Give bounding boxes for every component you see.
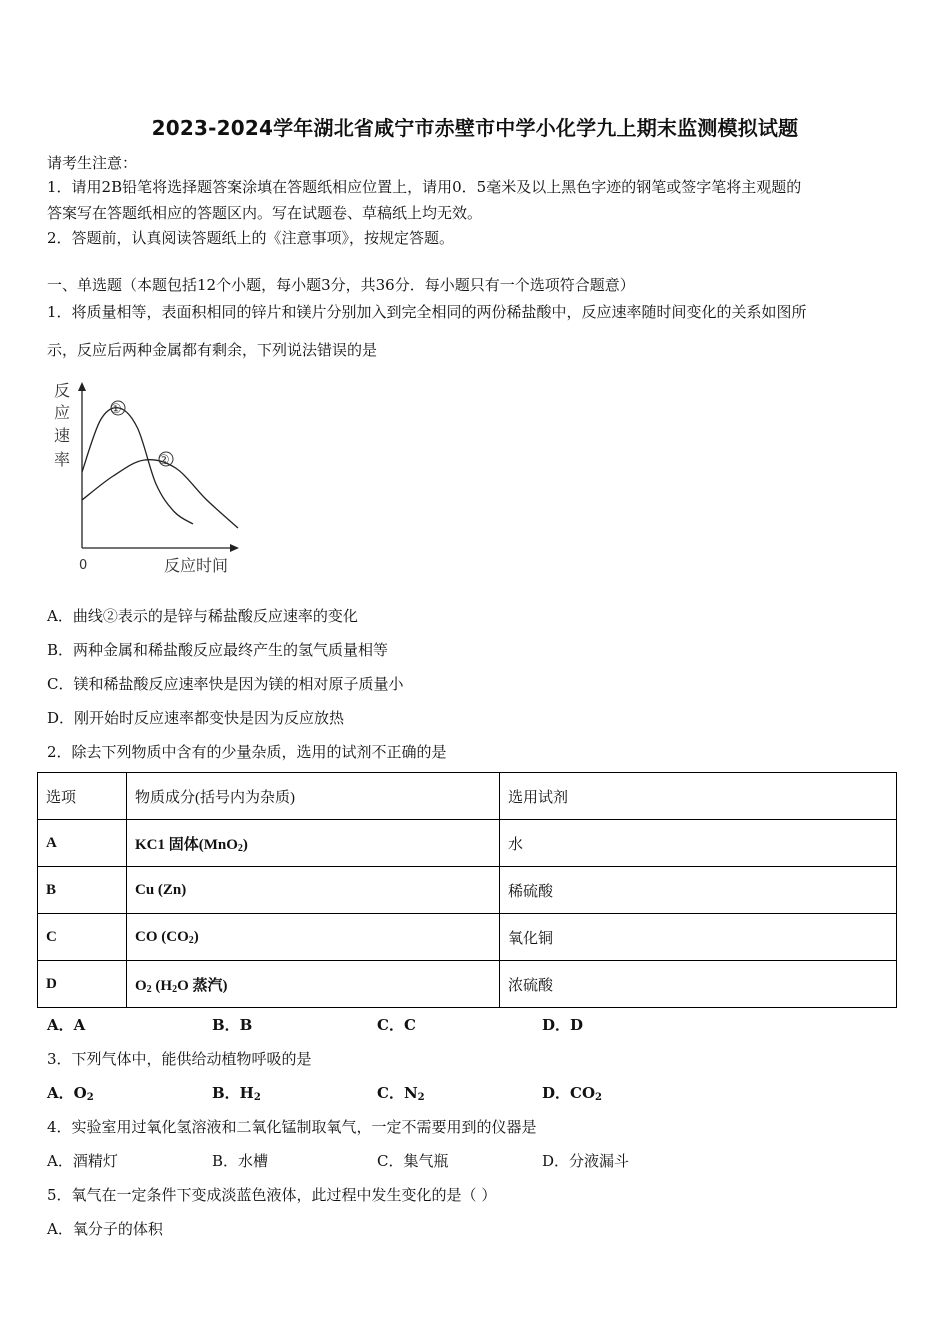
q4-answer-a: A．酒精灯 (47, 1152, 118, 1170)
header-option: 选项 (38, 773, 127, 820)
section-heading: 一、单选题（本题包括12个小题，每小题3分，共36分．每小题只有一个选项符合题意） (47, 276, 635, 294)
table-row (38, 867, 897, 914)
row-option: B (38, 867, 127, 914)
row-reagent: 水 (500, 820, 897, 867)
curve-series-1 (82, 408, 193, 524)
y-axis-label (54, 381, 70, 469)
q4-answer-d: D．分液漏斗 (542, 1152, 630, 1170)
q1-stem-line-1: 1．将质量相等，表面积相同的锌片和镁片分别加入到完全相同的两份稀盐酸中，反应速率随时间变化的关系如图所 (47, 303, 807, 321)
table-row (38, 961, 897, 1008)
q3-answer-c: C．$N_2$ (377, 1084, 425, 1103)
table-row (38, 914, 897, 961)
row-option: D (38, 961, 127, 1008)
q1-option-b: B．两种金属和稀盐酸反应最终产生的氢气质量相等 (47, 641, 389, 659)
q3-stem: 3．下列气体中，能供给动植物呼吸的是 (47, 1050, 312, 1068)
row-substance: Cu (Zn) (127, 867, 500, 914)
notice-heading: 请考生注意： (47, 154, 138, 172)
page-title: 2023-2024学年湖北省咸宁市赤壁市中学小化学九上期末监测模拟试题 (151, 116, 799, 140)
header-reagent: 选用试剂 (500, 773, 897, 820)
curve-series-2 (82, 460, 238, 528)
q1-stem-line-2: 示，反应后两种金属都有剩余，下列说法错误的是 (47, 341, 378, 359)
q2-table (37, 772, 897, 1008)
row-option: C (38, 914, 127, 961)
q5-stem: 5．氧气在一定条件下变成淡蓝色液体，此过程中发生变化的是（ ） (47, 1186, 497, 1204)
row-substance: CO $(CO_2)$ (127, 914, 500, 961)
q1-option-d: D．刚开始时反应速率都变快是因为反应放热 (47, 709, 345, 727)
reaction-rate-chart (48, 378, 248, 578)
svg-text:反: 反 (54, 381, 71, 400)
notice-line-2: 答案写在答题纸相应的答题区内。写在试题卷、草稿纸上均无效。 (47, 204, 483, 222)
x-axis-arrow (230, 544, 239, 552)
q2-answer-d: D．D (542, 1016, 584, 1034)
q3-answer-d: D．$CO_2$ (542, 1084, 602, 1103)
svg-text:率: 率 (54, 450, 71, 469)
q1-option-a: A．曲线②表示的是锌与稀盐酸反应速率的变化 (47, 607, 358, 625)
curve-2-label: ② (158, 453, 170, 468)
q2-stem: 2．除去下列物质中含有的少量杂质，选用的试剂不正确的是 (47, 743, 447, 761)
q2-answer-c: C．C (377, 1016, 416, 1034)
y-axis-arrow (78, 382, 86, 391)
row-reagent: 氧化铜 (500, 914, 897, 961)
table-header-row (38, 773, 897, 820)
q5-answer-a: A．氧分子的体积 (47, 1220, 163, 1238)
q4-answer-c: C．集气瓶 (377, 1152, 449, 1170)
svg-text:速: 速 (54, 426, 71, 445)
row-reagent: 稀硫酸 (500, 867, 897, 914)
table-row (38, 820, 897, 867)
row-substance: KC1 固体(MnO$_2$) (127, 820, 500, 867)
curve-1-label: ① (110, 402, 122, 417)
notice-line-3: 2．答题前，认真阅读答题纸上的《注意事项》，按规定答题。 (47, 229, 455, 247)
q2-answer-a: A．A (47, 1016, 86, 1034)
q2-answer-b: B．B (212, 1016, 253, 1034)
q4-answer-b: B．水槽 (212, 1152, 269, 1170)
q3-answer-b: B．$H_2$ (212, 1084, 261, 1103)
q3-answer-a: A．$O_2$ (47, 1084, 94, 1103)
x-axis-label: 反应时间 (164, 556, 229, 575)
q4-stem: 4．实验室用过氧化氢溶液和二氧化锰制取氧气，一定不需要用到的仪器是 (47, 1118, 537, 1136)
row-reagent: 浓硫酸 (500, 961, 897, 1008)
header-substance: 物质成分(括号内为杂质) (127, 773, 500, 820)
notice-line-1: 1．请用2B铅笔将选择题答案涂填在答题纸相应位置上，请用0．5毫米及以上黑色字迹的钢笔或签字笔将主观题的 (47, 178, 802, 196)
origin-label: 0 (79, 558, 88, 573)
svg-text:应: 应 (54, 403, 71, 422)
row-substance: $O_2$ ($H_2O$ 蒸汽) (127, 961, 500, 1008)
q1-option-c: C．镁和稀盐酸反应速率快是因为镁的相对原子质量小 (47, 675, 404, 693)
row-option: A (38, 820, 127, 867)
